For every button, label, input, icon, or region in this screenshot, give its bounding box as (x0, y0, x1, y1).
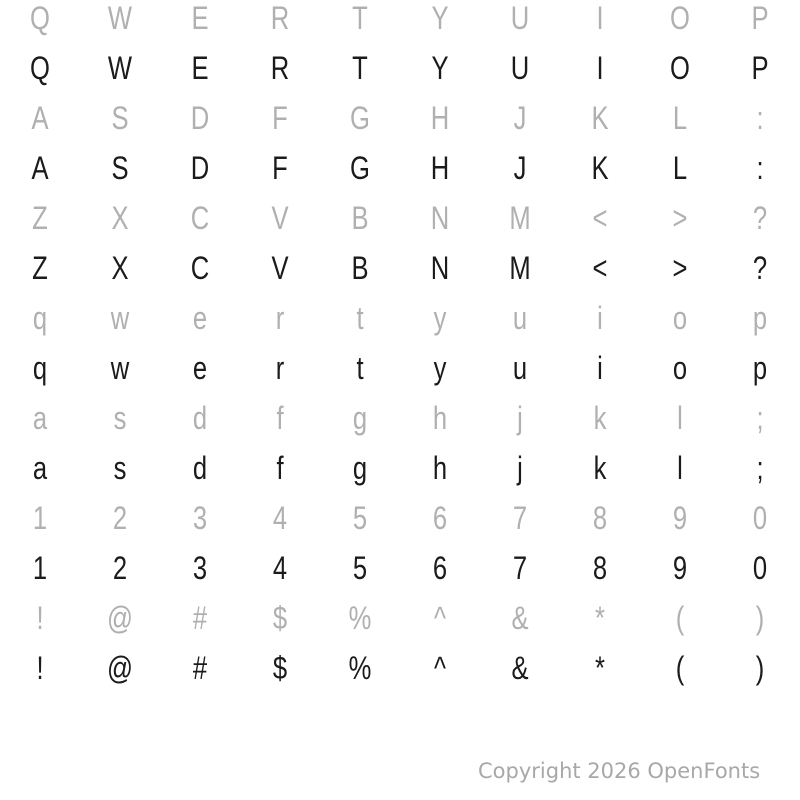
glyph: T (352, 0, 368, 36)
glyph: * (595, 650, 605, 686)
glyph: E (191, 50, 209, 86)
glyph: J (513, 150, 527, 186)
glyph: M (509, 200, 531, 236)
glyph: r (275, 300, 285, 336)
glyph: 2 (112, 550, 128, 586)
glyph: 5 (352, 550, 368, 586)
glyph: % (348, 650, 372, 686)
glyph: ! (36, 650, 44, 686)
glyph: q (32, 350, 48, 386)
glyph-row-gray-lower-2 (0, 393, 800, 443)
glyph: u (512, 350, 528, 386)
glyph: D (190, 150, 210, 186)
glyph: a (32, 450, 48, 486)
glyph: P (751, 50, 769, 86)
glyph: ^ (433, 600, 446, 636)
glyph: Y (431, 0, 449, 36)
glyph: H (430, 100, 450, 136)
glyph: & (511, 600, 529, 636)
glyph: : (756, 100, 764, 136)
glyph: R (270, 0, 290, 36)
glyph: 8 (592, 550, 608, 586)
glyph: ( (675, 600, 685, 636)
glyph: $ (272, 600, 288, 636)
glyph: ? (752, 250, 768, 286)
glyph: # (192, 650, 208, 686)
glyph: Q (30, 0, 50, 36)
glyph: X (111, 250, 129, 286)
glyph: d (192, 450, 208, 486)
glyph: R (270, 50, 290, 86)
glyph: 0 (752, 500, 768, 536)
glyph: 5 (352, 500, 368, 536)
glyph: @ (107, 650, 133, 686)
glyph: Z (32, 200, 48, 236)
glyph: ! (36, 600, 44, 636)
glyph: w (110, 350, 130, 386)
glyph: & (511, 650, 529, 686)
glyph: A (31, 100, 49, 136)
glyph-row-gray-upper-3 (0, 193, 800, 243)
glyph: p (752, 300, 768, 336)
glyph: 6 (432, 500, 448, 536)
glyph: 1 (32, 500, 48, 536)
glyph-row-dark-upper-2 (0, 143, 800, 193)
glyph: ) (755, 650, 765, 686)
glyph-row-gray-upper-1 (0, 0, 800, 43)
glyph: L (672, 100, 688, 136)
glyph: M (509, 250, 531, 286)
glyph: 6 (432, 550, 448, 586)
glyph-row-gray-symbols (0, 593, 800, 643)
glyph: y (433, 300, 447, 336)
glyph: Y (431, 50, 449, 86)
glyph: g (352, 400, 368, 436)
glyph: * (595, 600, 605, 636)
glyph: % (348, 600, 372, 636)
glyph-row-gray-lower-1 (0, 293, 800, 343)
glyph: V (271, 200, 289, 236)
glyph: 3 (192, 500, 208, 536)
glyph: V (271, 250, 289, 286)
glyph: 7 (512, 550, 528, 586)
glyph: 7 (512, 500, 528, 536)
glyph: ; (756, 400, 764, 436)
glyph: G (350, 100, 370, 136)
glyph: W (107, 50, 133, 86)
glyph: 9 (672, 550, 688, 586)
glyph: Z (32, 250, 48, 286)
glyph: Q (30, 50, 50, 86)
glyph: u (512, 300, 528, 336)
glyph: N (430, 250, 450, 286)
glyph: I (596, 50, 604, 86)
glyph: I (596, 0, 604, 36)
glyph: o (672, 350, 688, 386)
glyph: s (113, 400, 127, 436)
glyph: O (670, 0, 690, 36)
glyph: < (592, 250, 608, 286)
glyph: i (597, 350, 603, 386)
glyph: p (752, 350, 768, 386)
glyph: T (352, 50, 368, 86)
glyph: 0 (752, 550, 768, 586)
glyph: r (275, 350, 285, 386)
glyph: < (592, 200, 608, 236)
glyph: H (430, 150, 450, 186)
glyph: l (677, 400, 683, 436)
glyph-row-dark-digits (0, 543, 800, 593)
glyph: L (672, 150, 688, 186)
glyph-row-dark-upper-3 (0, 243, 800, 293)
glyph: f (276, 400, 284, 436)
glyph: @ (107, 600, 133, 636)
glyph: j (517, 450, 523, 486)
glyph: 8 (592, 500, 608, 536)
glyph: ; (756, 450, 764, 486)
copyright-notice: Copyright 2026 OpenFonts (478, 759, 761, 783)
glyph: w (110, 300, 130, 336)
glyph: e (192, 350, 208, 386)
glyph: F (272, 100, 288, 136)
glyph: E (191, 0, 209, 36)
glyph: K (591, 150, 609, 186)
glyph: ^ (433, 650, 446, 686)
glyph: j (517, 400, 523, 436)
glyph: l (677, 450, 683, 486)
glyph: W (107, 0, 133, 36)
glyph: g (352, 450, 368, 486)
glyph: X (111, 200, 129, 236)
glyph: e (192, 300, 208, 336)
glyph: A (31, 150, 49, 186)
glyph-row-gray-upper-2 (0, 93, 800, 143)
glyph: > (672, 200, 688, 236)
glyph: U (510, 50, 530, 86)
glyph: t (356, 350, 364, 386)
glyph: 2 (112, 500, 128, 536)
glyph: S (111, 150, 129, 186)
glyph: ? (752, 200, 768, 236)
glyph: B (351, 200, 369, 236)
glyph: h (432, 450, 448, 486)
glyph: K (591, 100, 609, 136)
glyph: U (510, 0, 530, 36)
glyph: s (113, 450, 127, 486)
glyph: o (672, 300, 688, 336)
glyph: h (432, 400, 448, 436)
glyph-row-dark-symbols (0, 643, 800, 693)
glyph: N (430, 200, 450, 236)
glyph: C (190, 200, 210, 236)
glyph: 1 (32, 550, 48, 586)
glyph: B (351, 250, 369, 286)
glyph: C (190, 250, 210, 286)
glyph: F (272, 150, 288, 186)
glyph: J (513, 100, 527, 136)
glyph: k (593, 450, 607, 486)
glyph: P (751, 0, 769, 36)
glyph: G (350, 150, 370, 186)
glyph: 4 (272, 500, 288, 536)
glyph-row-gray-digits (0, 493, 800, 543)
glyph: y (433, 350, 447, 386)
glyph: D (190, 100, 210, 136)
glyph: f (276, 450, 284, 486)
glyph: : (756, 150, 764, 186)
glyph: 3 (192, 550, 208, 586)
glyph: ) (755, 600, 765, 636)
glyph: a (32, 400, 48, 436)
glyph-row-dark-upper-1 (0, 43, 800, 93)
glyph: # (192, 600, 208, 636)
glyph: k (593, 400, 607, 436)
glyph: O (670, 50, 690, 86)
glyph: 9 (672, 500, 688, 536)
glyph: q (32, 300, 48, 336)
glyph: 4 (272, 550, 288, 586)
glyph: $ (272, 650, 288, 686)
glyph-row-dark-lower-2 (0, 443, 800, 493)
glyph: i (597, 300, 603, 336)
glyph: ( (675, 650, 685, 686)
glyph-row-dark-lower-1 (0, 343, 800, 393)
glyph: S (111, 100, 129, 136)
glyph: > (672, 250, 688, 286)
glyph: t (356, 300, 364, 336)
glyph: d (192, 400, 208, 436)
